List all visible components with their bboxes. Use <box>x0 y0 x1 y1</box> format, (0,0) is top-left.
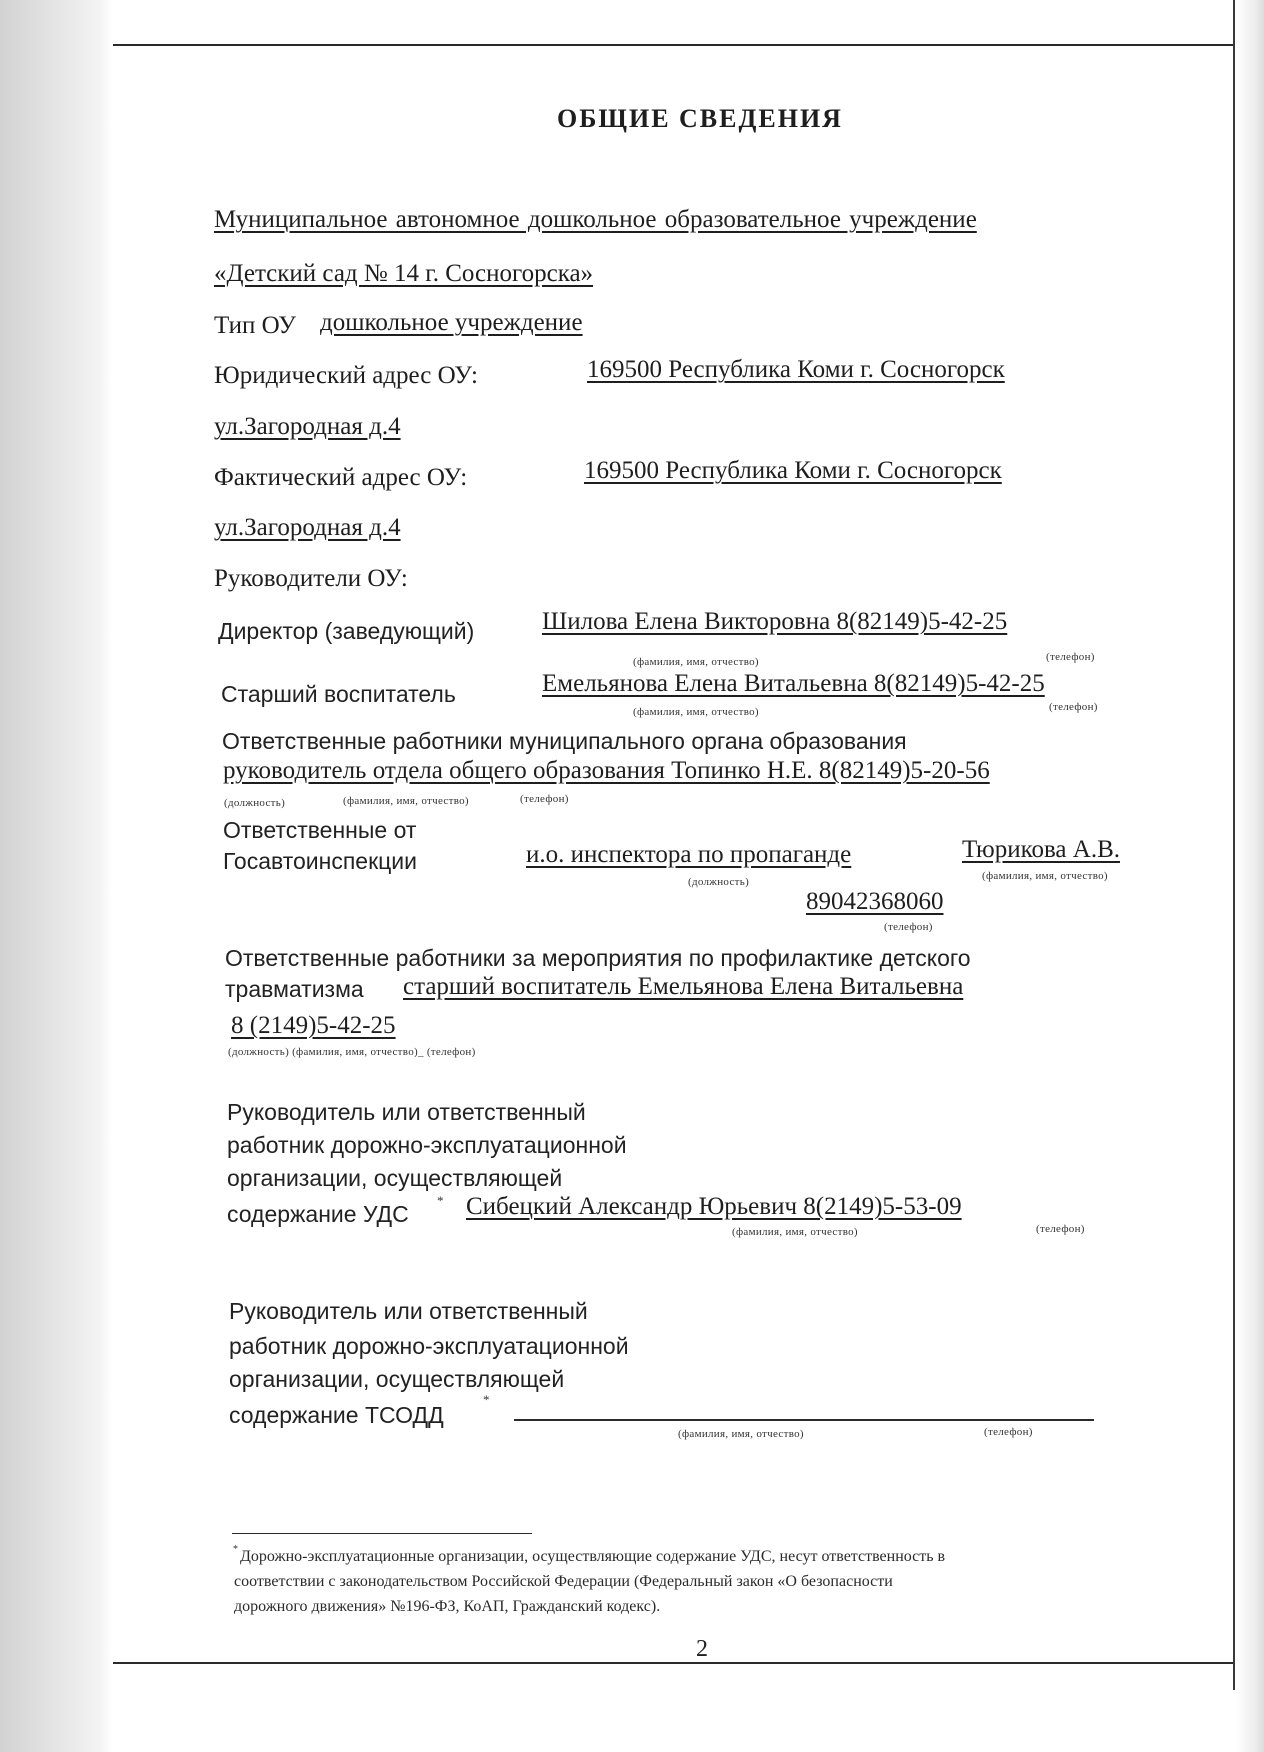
tsodd-footnote-mark: * <box>483 1392 490 1407</box>
tsodd-label-line2: работник дорожно-эксплуатационной <box>229 1333 629 1359</box>
uds-phone-hint: (телефон) <box>1036 1223 1085 1235</box>
gai-label-line1: Ответственные от <box>223 817 417 843</box>
municipal-value: руководитель отдела общего образования Топинко Н.Е. 8(82149)5-20-56 <box>223 757 990 784</box>
municipal-fio-hint: (фамилия, имя, отчество) <box>343 795 469 807</box>
actual-address-value-line2: ул.Загородная д.4 <box>214 514 401 541</box>
prevention-hints: (должность) (фамилия, имя, отчество)_ (телефон) <box>228 1046 476 1058</box>
heads-label: Руководители ОУ: <box>214 565 408 592</box>
municipal-position-hint: (должность) <box>224 797 286 809</box>
senior-teacher-value: Емельянова Елена Витальевна 8(82149)5-42-25 <box>542 670 1045 697</box>
prevention-label-line1: Ответственные работники за мероприятия по профилактике детского <box>225 945 971 971</box>
tsodd-phone-hint: (телефон) <box>984 1426 1033 1438</box>
gai-position-value: и.о. инспектора по пропаганде <box>526 841 852 868</box>
uds-value: Сибецкий Александр Юрьевич 8(2149)5-53-09 <box>466 1193 962 1220</box>
footnote-separator <box>232 1533 532 1534</box>
uds-label-line2: работник дорожно-эксплуатационной <box>227 1132 627 1158</box>
uds-fio-hint: (фамилия, имя, отчество) <box>732 1226 858 1238</box>
prevention-label-line2: травматизма <box>225 976 364 1002</box>
director-phone-hint: (телефон) <box>1046 651 1095 663</box>
tsodd-fio-hint: (фамилия, имя, отчество) <box>678 1428 804 1440</box>
type-label: Тип ОУ <box>214 312 297 339</box>
footnote-line2: соответствии с законодательством Российской Федерации (Федеральный закон «О безопасности <box>234 1573 893 1590</box>
director-fio-hint: (фамилия, имя, отчество) <box>633 656 759 668</box>
senior-phone-hint: (телефон) <box>1049 701 1098 713</box>
director-label: Директор (заведующий) <box>218 618 475 644</box>
prevention-phone: 8 (2149)5-42-25 <box>231 1012 396 1039</box>
director-value: Шилова Елена Викторовна 8(82149)5-42-25 <box>542 608 1008 635</box>
municipal-phone-hint: (телефон) <box>520 793 569 805</box>
uds-label-line4: содержание УДС <box>227 1201 409 1227</box>
tsodd-label-line4: содержание ТСОДД <box>229 1402 444 1428</box>
scan-shadow-right <box>1236 0 1264 1752</box>
prevention-value: старший воспитатель Емельянова Елена Витальевна <box>403 973 964 1000</box>
tsodd-label-line1: Руководитель или ответственный <box>229 1298 588 1324</box>
page-title: ОБЩИЕ СВЕДЕНИЯ <box>557 104 843 133</box>
gai-fio-hint: (фамилия, имя, отчество) <box>982 870 1108 882</box>
uds-label-line3: организации, осуществляющей <box>227 1165 563 1191</box>
gai-phone-hint: (телефон) <box>884 921 933 933</box>
institution-name-line1: Муниципальное автономное дошкольное образовательное учреждение <box>214 206 977 233</box>
gai-position-hint: (должность) <box>688 876 750 888</box>
gai-name-value: Тюрикова А.В. <box>962 836 1121 863</box>
gai-label-line2: Госавтоинспекции <box>223 848 418 874</box>
actual-address-label: Фактический адрес ОУ: <box>214 464 468 491</box>
scan-shadow-left <box>0 0 112 1752</box>
gai-phone-value: 89042368060 <box>806 888 944 915</box>
municipal-label: Ответственные работники муниципального органа образования <box>222 728 907 754</box>
senior-fio-hint: (фамилия, имя, отчество) <box>633 706 759 718</box>
footnote-line1: Дорожно-эксплуатационные организации, осуществляющие содержание УДС, несут ответственность в <box>240 1548 946 1565</box>
institution-name-line2: «Детский сад № 14 г. Сосногорска» <box>214 260 594 287</box>
legal-address-value: 169500 Республика Коми г. Сосногорск <box>587 356 1005 383</box>
page-frame-edge <box>1233 0 1235 1690</box>
tsodd-label-line3: организации, осуществляющей <box>229 1366 565 1392</box>
tsodd-blank-line <box>514 1419 1094 1421</box>
senior-teacher-label: Старший воспитатель <box>221 681 456 707</box>
legal-address-label: Юридический адрес ОУ: <box>214 362 478 389</box>
page-number: 2 <box>696 1636 708 1662</box>
uds-footnote-mark: * <box>437 1193 444 1208</box>
footnote-line3: дорожного движения» №196-ФЗ, КоАП, Гражданский кодекс). <box>234 1598 661 1615</box>
legal-address-value-line2: ул.Загородная д.4 <box>214 413 401 440</box>
type-value: дошкольное учреждение <box>320 309 583 336</box>
actual-address-value: 169500 Республика Коми г. Сосногорск <box>584 457 1002 484</box>
footnote-mark: * <box>233 1544 239 1555</box>
uds-label-line1: Руководитель или ответственный <box>227 1099 586 1125</box>
